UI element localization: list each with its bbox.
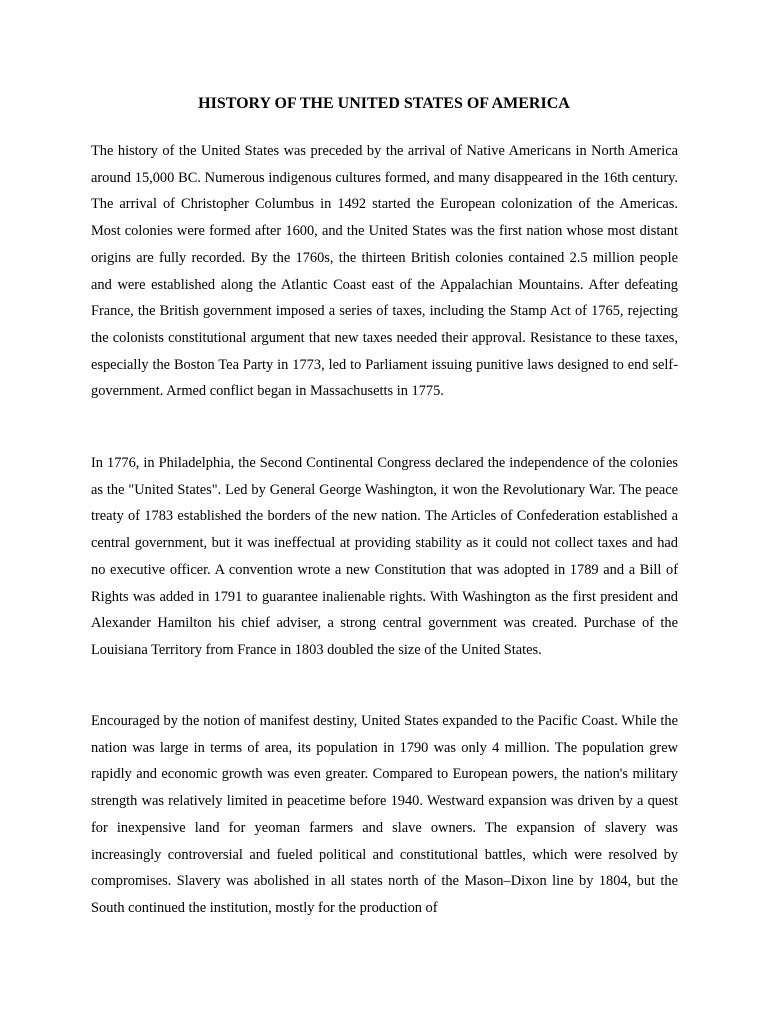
paragraph-expansion: Encouraged by the notion of manifest destiny, United States expanded to the Pacific Coast. While the nation was large in terms of area, its population in 1790 was only 4 million. The population grew rapidly and economic growth was even greater. Compared to European powers, the nation's military strength was relatively limited in peacetime before 1940. Westward expansion was driven by a quest for inexpensive land for yeoman farmers and slave owners. The expansion of slavery was increasingly controversial and fueled political and constitutional battles, which were resolved by compromises. Slavery was abolished in all states north of the Mason–Dixon line by 1804, but the South continued the institution, mostly for the production of	[91, 713, 678, 916]
paragraph-independence: In 1776, in Philadelphia, the Second Continental Congress declared the independence of the colonies as the "United States". Led by General George Washington, it won the Revolutionary War. The peace treaty of 1783 established the borders of the new nation. The Articles of Confederation established a central government, but it was ineffectual at providing stability as it could not collect taxes and had no executive officer. A convention wrote a new Constitution that was adopted in 1789 and a Bill of Rights was added in 1791 to guarantee inalienable rights. With Washington as the first president and Alexander Hamilton his chief adviser, a strong central government was created. Purchase of the Louisiana Territory from France in 1803 doubled the size of the United States.	[91, 455, 678, 658]
paragraph-colonial-era: The history of the United States was preceded by the arrival of Native Americans in North America around 15,000 BC. Numerous indigenous cultures formed, and many disappeared in the 16th century. The arrival of Christopher Columbus in 1492 started the European colonization of the Americas. Most colonies were formed after 1600, and the United States was the first nation whose most distant origins are fully recorded. By the 1760s, the thirteen British colonies contained 2.5 million people and were established along the Atlantic Coast east of the Appalachian Mountains. After defeating France, the British government imposed a series of taxes, including the Stamp Act of 1765, rejecting the colonists constitutional argument that new taxes needed their approval. Resistance to these taxes, especially the Boston Tea Party in 1773, led to Parliament issuing punitive laws designed to end self-government. Armed conflict began in Massachusetts in 1775.	[91, 143, 678, 400]
document-title: HISTORY OF THE UNITED STATES OF AMERICA	[198, 95, 570, 112]
